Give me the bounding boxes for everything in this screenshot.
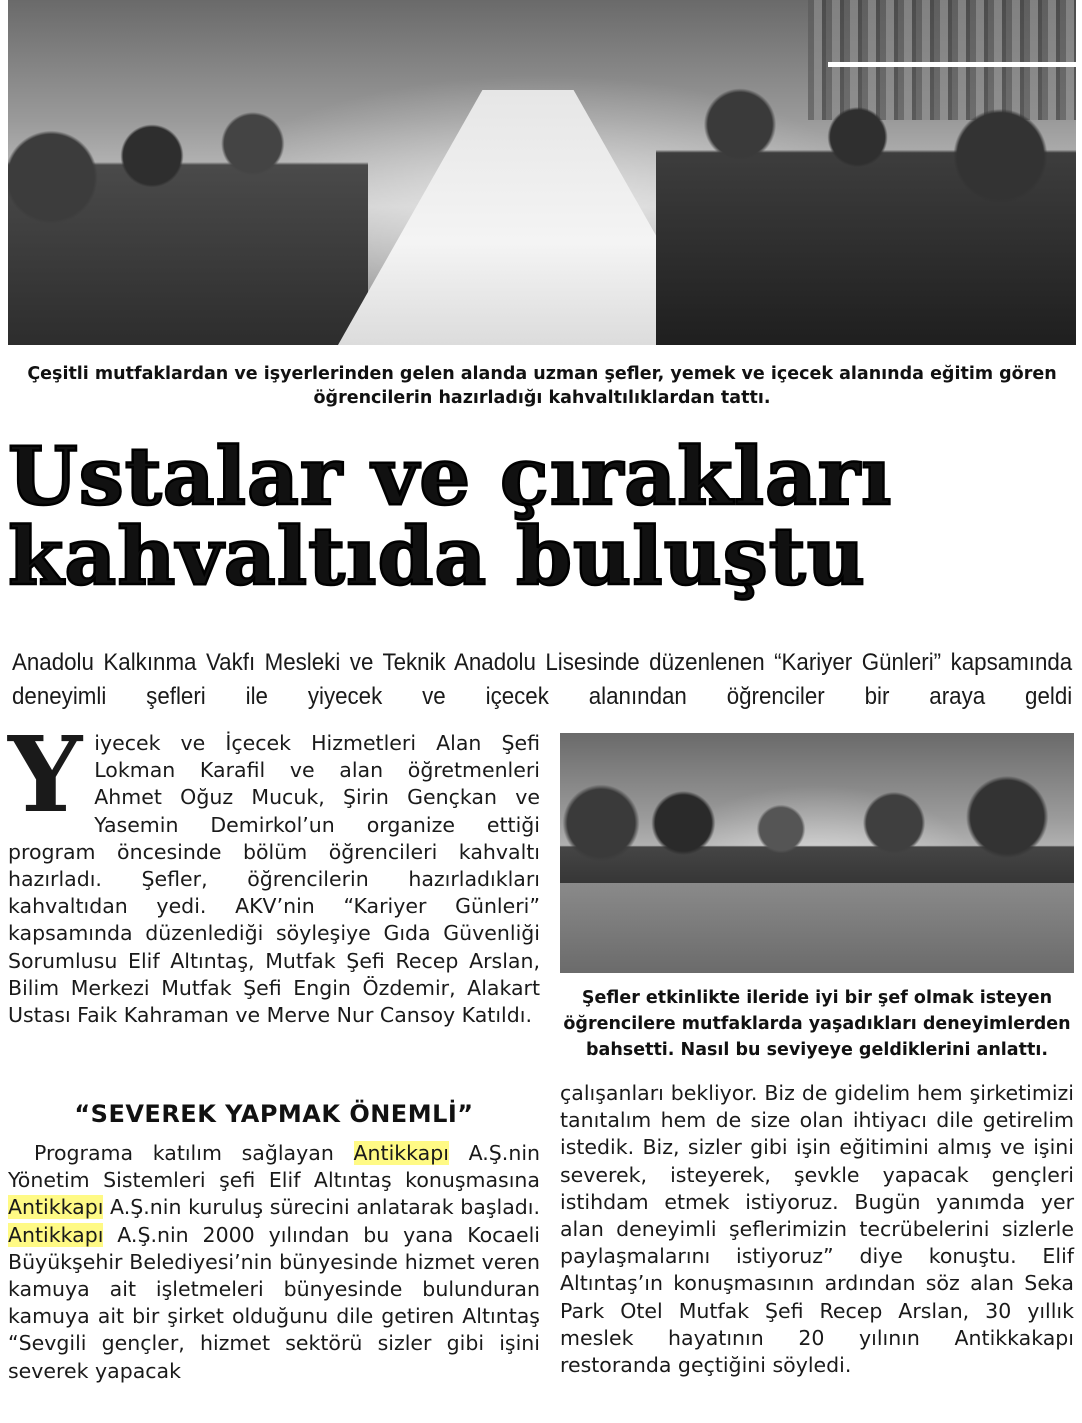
people-right-silhouettes [656,30,1076,345]
body-column-left [8,713,540,1029]
chefs-panel-photo [560,733,1074,973]
paragraph-2-text-a: Programa katılım sağlayan [34,1141,354,1165]
breakfast-table-photo [8,0,1076,345]
highlight-antikkapi-3: Antikkapı [8,1222,104,1247]
headline-line-1: Ustalar ve çırakları [8,429,893,523]
intro-text: iyecek ve İçecek Hizmetleri Alan Şefi Lokman Karafil ve alan öğretmenleri Ahmet Oğuz Mucuk, Şirin Gençkan ve Yasemin Demirkol’un organize ettiği program öncesinde bölüm öğrencileri kahvaltı hazırladı. Şefler, öğrencilerin hazırladıkları kahvaltıdan yedi. AKV’nin “Kariyer Günleri” kapsamında düzenlediği söyleşiye Gıda Güvenliği Sorumlusu Elif Altıntaş, Mutfak Şefi Recep Arslan, Bilim Merkezi Mutfak Şefi Engin Özdemir, Alakart Ustası Faik Kahraman ve Merve Nur Cansoy Katıldı. [8,731,540,1028]
headline-line-2: kahvaltıda buluştu [8,509,866,603]
body-column-left-continued [8,1140,540,1385]
top-photo-caption: Çeşitli mutfaklardan ve işyerlerinden gelen alanda uzman şefler, yemek ve içecek alanında eğitim gören öğrencilerin hazırladığı kahvaltılıklardan tattı. [27,364,1057,408]
intro-paragraph [8,713,540,1029]
body-column-right [560,1080,1074,1379]
paragraph-2-text-d: A.Ş.nin 2000 yılından bu yana Kocaeli Büyükşehir Belediyesi’nin bünyesinde hizmet veren kamuya ait işletmeleri bünyesinde bulunduran kamuya ait bir şirket olduğunu dile getiren Altıntaş “Sevgili gençler, hizmet sektörü sizler gibi işini severek yapacak [8,1222,540,1383]
paragraph-2 [8,1140,540,1385]
paragraph-2-text-c: A.Ş.nin kuruluş sürecini anlatarak başladı. [103,1195,540,1220]
dropcap: Y [8,713,83,836]
paragraph-3: çalışanları bekliyor. Biz de gidelim hem şirketimizi tanıtalım hem de size olan ihtiyacı dile getirelim istedik. Biz, sizler gibi işin eğitimini almış ve işini severek, isteyerek, şevkle yapacak gençleri istihdam etmek istiyoruz. Bugün yanımda yer alan deneyimli şeflerimizin tecrübelerini sizlerle paylaşmalarını istiyoruz” diye konuştu. Elif Altıntaş’ın konuşmasının ardından söz alan Seka Park Otel Mutfak Şefi Recep Arslan, 30 yıllık meslek hayatının 20 yılının Antikkakapı restoranda geçtiğini söyledi. [560,1081,1074,1378]
highlight-antikkapi-1: Antikkapı [353,1141,449,1165]
highlight-antikkapi-2: Antikkapı [8,1195,104,1220]
side-photo-caption: Şefler etkinlikte ileride iyi bir şef olmak isteyen öğrencilere mutfaklarda yaşadıkları deneyimlerden bahsetti. Nasıl bu seviyeye geldiklerini anlattı. [563,988,1071,1060]
paragraph-2-text-b: A.Ş.nin Yönetim Sistemleri şefi Elif Altıntaş konuşmasına [8,1141,541,1193]
photo-overlay-bar [828,62,1076,67]
subheadline: Anadolu Kalkınma Vakfı Mesleki ve Teknik Anadolu Lisesinde düzenlenen “Kariyer Günleri” kapsamında deneyimli şefleri ile yiyecek ve içecek alanından öğrenciler bir araya geldi [12,649,1073,710]
people-left-silhouettes [8,40,368,345]
section-subhead: “SEVEREK YAPMAK ÖNEMLİ” [74,1100,474,1128]
table-cloth [560,883,1074,973]
headline [8,429,1076,603]
